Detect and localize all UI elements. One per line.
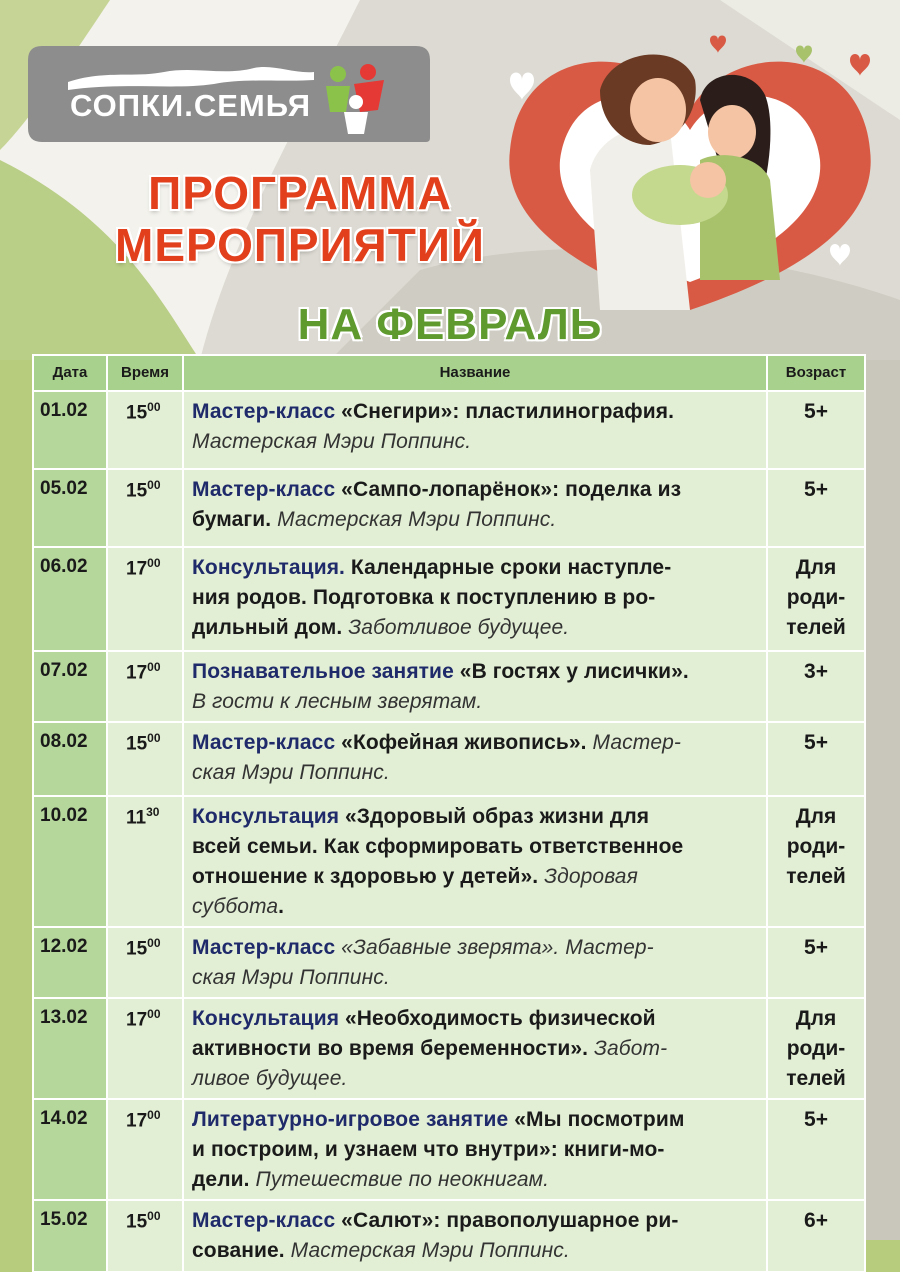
event-venue: Мастерская Мэри Поппинс. bbox=[192, 430, 472, 453]
header-name: Название bbox=[183, 355, 767, 391]
event-description-line bbox=[192, 1135, 760, 1165]
event-description-line bbox=[192, 1105, 760, 1135]
event-time-minutes: 00 bbox=[147, 1209, 161, 1223]
event-description-line bbox=[192, 892, 760, 922]
event-time-minutes: 00 bbox=[147, 660, 161, 674]
event-venue: Путешествие по неокнигам. bbox=[255, 1168, 550, 1191]
event-age-line: 5+ bbox=[804, 731, 828, 754]
event-age-line: роди- bbox=[786, 835, 846, 858]
event-time bbox=[107, 651, 183, 722]
event-description bbox=[183, 469, 767, 547]
event-age-line: 5+ bbox=[804, 1108, 828, 1131]
family-illustration bbox=[480, 20, 900, 310]
event-time-hour: 15 bbox=[126, 1211, 148, 1233]
event-description-line bbox=[192, 1034, 760, 1064]
event-venue: Мастерская Мэри Поппинс. bbox=[277, 508, 557, 531]
event-venue: Мастер- bbox=[592, 731, 681, 754]
event-title: «Мы посмотрим bbox=[514, 1108, 685, 1131]
event-type: Литературно-игровое занятие bbox=[192, 1108, 515, 1131]
event-date: 07.02 bbox=[33, 651, 107, 722]
event-description-line bbox=[192, 963, 760, 993]
event-age bbox=[767, 391, 865, 469]
event-description-line bbox=[192, 475, 760, 505]
table-body bbox=[33, 391, 865, 1272]
event-description bbox=[183, 722, 767, 796]
event-description-line bbox=[192, 1206, 760, 1236]
event-date: 13.02 bbox=[33, 998, 107, 1099]
event-time bbox=[107, 1099, 183, 1200]
event-date: 05.02 bbox=[33, 469, 107, 547]
header-date: Дата bbox=[33, 355, 107, 391]
event-time-hour: 17 bbox=[126, 1009, 148, 1031]
table-row bbox=[33, 547, 865, 651]
table-header-row bbox=[33, 355, 865, 391]
event-age-line: телей bbox=[786, 865, 846, 888]
event-time-minutes: 00 bbox=[147, 1007, 161, 1021]
event-title: ния родов. Подготовка к поступлению в ро- bbox=[192, 586, 656, 609]
page-subtitle: НА ФЕВРАЛЬ bbox=[297, 300, 603, 349]
event-title: бумаги. bbox=[192, 508, 278, 531]
event-title: . bbox=[278, 895, 285, 918]
event-time bbox=[107, 391, 183, 469]
event-venue: Здоровая bbox=[544, 865, 638, 888]
event-time-minutes: 30 bbox=[146, 805, 160, 819]
table-row bbox=[33, 998, 865, 1099]
event-title: и построим, и узнаем что внутри»: книги-мо- bbox=[192, 1138, 665, 1161]
event-title: «Салют»: правополушарное ри- bbox=[341, 1209, 679, 1232]
event-age-line: 5+ bbox=[804, 936, 828, 959]
event-time-minutes: 00 bbox=[147, 556, 161, 570]
event-venue: ливое будущее. bbox=[192, 1067, 348, 1090]
event-age bbox=[767, 651, 865, 722]
event-age bbox=[767, 722, 865, 796]
event-description bbox=[183, 547, 767, 651]
table-row bbox=[33, 391, 865, 469]
event-type: Консультация. bbox=[192, 556, 351, 579]
event-title: «Необходимость физической bbox=[345, 1007, 656, 1030]
event-age-line: Для bbox=[795, 805, 837, 828]
event-title: дильный дом. bbox=[192, 616, 349, 639]
event-title: «Сампо-лопарёнок»: поделка из bbox=[341, 478, 682, 501]
event-age bbox=[767, 469, 865, 547]
event-time-minutes: 00 bbox=[147, 1108, 161, 1122]
event-venue: ская Мэри Поппинс. bbox=[192, 966, 390, 989]
event-description-line bbox=[192, 1236, 760, 1266]
event-venue: ская Мэри Поппинс. bbox=[192, 761, 390, 784]
logo-text: СОПКИ.СЕМЬЯ bbox=[70, 88, 312, 123]
event-title: «В гостях у лисички». bbox=[459, 660, 689, 683]
event-date: 10.02 bbox=[33, 796, 107, 927]
event-venue: Заботливое будущее. bbox=[348, 616, 570, 639]
event-date: 12.02 bbox=[33, 927, 107, 998]
table-row bbox=[33, 1099, 865, 1200]
event-time-minutes: 00 bbox=[147, 400, 161, 414]
event-description-line bbox=[192, 758, 760, 788]
event-description-line bbox=[192, 832, 760, 862]
event-description bbox=[183, 927, 767, 998]
event-description bbox=[183, 1099, 767, 1200]
event-age bbox=[767, 927, 865, 998]
event-age-line: телей bbox=[786, 616, 846, 639]
event-age-line: Для bbox=[795, 1007, 837, 1030]
event-title: «Кофейная живопись». bbox=[341, 731, 593, 754]
event-age-line: 3+ bbox=[804, 660, 828, 683]
event-description-line bbox=[192, 427, 760, 457]
event-type: Консультация bbox=[192, 1007, 345, 1030]
event-age bbox=[767, 1200, 865, 1272]
event-time-hour: 15 bbox=[126, 480, 148, 502]
table-row bbox=[33, 722, 865, 796]
header-age: Возраст bbox=[767, 355, 865, 391]
event-description-line bbox=[192, 1165, 760, 1195]
event-description-line bbox=[192, 802, 760, 832]
event-time bbox=[107, 998, 183, 1099]
table-row bbox=[33, 651, 865, 722]
event-description-line bbox=[192, 553, 760, 583]
event-title: Календарные сроки наступле- bbox=[350, 556, 672, 579]
event-age bbox=[767, 547, 865, 651]
event-time bbox=[107, 722, 183, 796]
event-time-hour: 15 bbox=[126, 402, 148, 424]
event-date: 08.02 bbox=[33, 722, 107, 796]
event-description bbox=[183, 796, 767, 927]
event-venue: Мастерская Мэри Поппинс. bbox=[290, 1239, 570, 1262]
event-venue: В гости к лесным зверятам. bbox=[192, 690, 483, 713]
header-time: Время bbox=[107, 355, 183, 391]
event-venue: Забот- bbox=[594, 1037, 668, 1060]
table-row bbox=[33, 796, 865, 927]
event-title: всей семьи. Как сформировать ответственное bbox=[192, 835, 684, 858]
event-title: сование. bbox=[192, 1239, 291, 1262]
event-date: 15.02 bbox=[33, 1200, 107, 1272]
event-date: 06.02 bbox=[33, 547, 107, 651]
event-age-line: 5+ bbox=[804, 400, 828, 423]
event-age bbox=[767, 998, 865, 1099]
event-type: Мастер-класс bbox=[192, 400, 342, 423]
event-title: «Снегири»: пластилинография. bbox=[341, 400, 675, 423]
event-description-line bbox=[192, 687, 760, 717]
event-time bbox=[107, 547, 183, 651]
event-date: 01.02 bbox=[33, 391, 107, 469]
event-type: Мастер-класс bbox=[192, 936, 342, 959]
event-age-line: роди- bbox=[786, 586, 846, 609]
event-time-hour: 11 bbox=[126, 807, 147, 829]
event-age bbox=[767, 796, 865, 927]
event-time-minutes: 00 bbox=[147, 478, 161, 492]
event-type: Мастер-класс bbox=[192, 478, 342, 501]
event-title: активности во время беременности». bbox=[192, 1037, 595, 1060]
event-type: Консультация bbox=[192, 805, 345, 828]
event-age-line: 6+ bbox=[804, 1209, 828, 1232]
table-row bbox=[33, 927, 865, 998]
event-type: Мастер-класс bbox=[192, 1209, 342, 1232]
event-description-line bbox=[192, 505, 760, 535]
event-description bbox=[183, 998, 767, 1099]
event-time bbox=[107, 796, 183, 927]
event-time-minutes: 00 bbox=[147, 936, 161, 950]
event-title: отношение к здоровью у детей». bbox=[192, 865, 545, 888]
event-description bbox=[183, 1200, 767, 1272]
event-venue: «Забавные зверята». Мастер- bbox=[341, 936, 654, 959]
event-time-hour: 17 bbox=[126, 1110, 148, 1132]
event-description bbox=[183, 651, 767, 722]
event-description-line bbox=[192, 933, 760, 963]
event-description-line bbox=[192, 1064, 760, 1094]
table-row bbox=[33, 1200, 865, 1272]
event-date: 14.02 bbox=[33, 1099, 107, 1200]
event-type: Мастер-класс bbox=[192, 731, 342, 754]
event-time-hour: 15 bbox=[126, 733, 148, 755]
event-age-line: телей bbox=[786, 1067, 846, 1090]
event-time-hour: 17 bbox=[126, 662, 148, 684]
event-age bbox=[767, 1099, 865, 1200]
event-title: «Здоровый образ жизни для bbox=[345, 805, 650, 828]
page-title-line-2: МЕРОПРИЯТИЙ bbox=[115, 219, 485, 271]
event-description-line bbox=[192, 613, 760, 643]
event-description-line bbox=[192, 657, 760, 687]
event-title: дели. bbox=[192, 1168, 256, 1191]
event-description-line bbox=[192, 583, 760, 613]
event-description-line bbox=[192, 397, 760, 427]
family-logo-icon bbox=[318, 62, 390, 136]
event-time bbox=[107, 927, 183, 998]
page-title-line-1: ПРОГРАММА bbox=[148, 167, 452, 219]
event-venue: суббота bbox=[192, 895, 279, 918]
event-description-line bbox=[192, 728, 760, 758]
event-type: Познавательное занятие bbox=[192, 660, 460, 683]
events-schedule-table bbox=[32, 354, 866, 1272]
event-description bbox=[183, 391, 767, 469]
event-time-hour: 15 bbox=[126, 938, 148, 960]
event-description-line bbox=[192, 1004, 760, 1034]
event-age-line: роди- bbox=[786, 1037, 846, 1060]
event-age-line: Для bbox=[795, 556, 837, 579]
event-description-line bbox=[192, 862, 760, 892]
event-time bbox=[107, 469, 183, 547]
event-age-line: 5+ bbox=[804, 478, 828, 501]
table-row bbox=[33, 469, 865, 547]
event-time-hour: 17 bbox=[126, 558, 148, 580]
event-time-minutes: 00 bbox=[147, 731, 161, 745]
event-time bbox=[107, 1200, 183, 1272]
